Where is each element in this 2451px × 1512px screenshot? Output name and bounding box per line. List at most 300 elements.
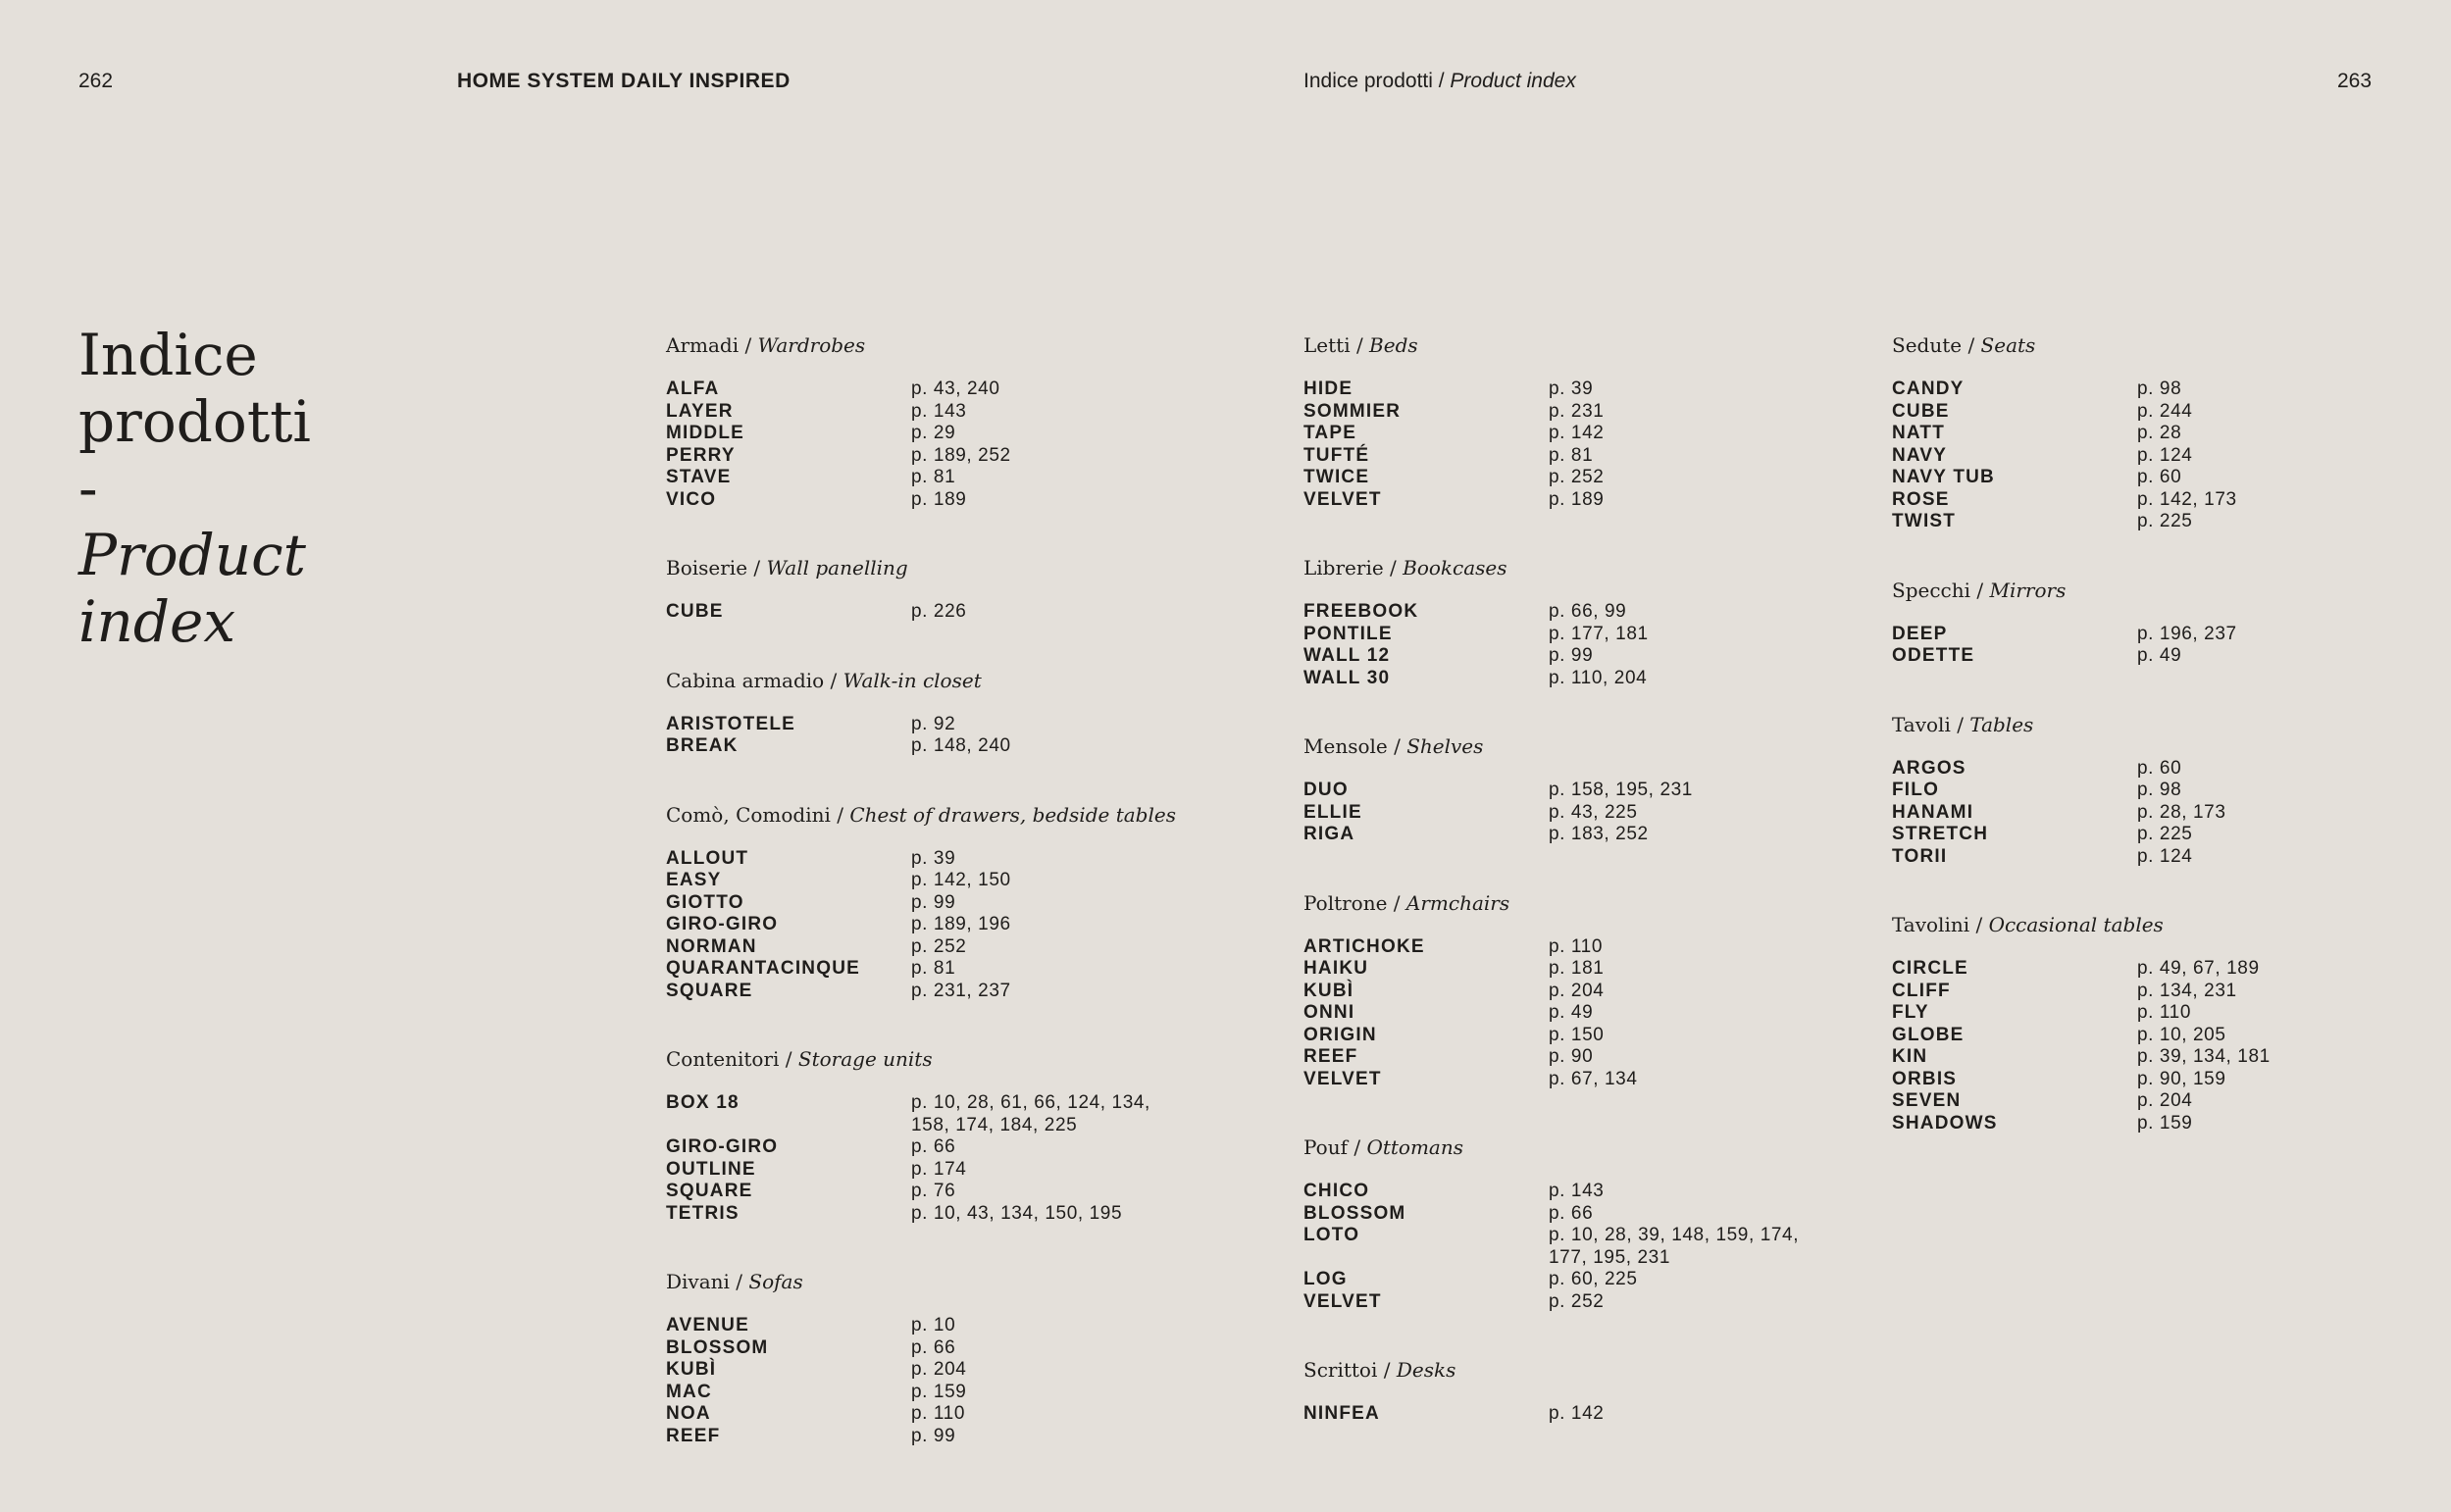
brand-running-head: HOME SYSTEM DAILY INSPIRED <box>457 70 791 92</box>
index-entry <box>1892 423 2392 445</box>
index-category <box>1303 333 1804 511</box>
page-references: p. 99 <box>1549 645 1594 666</box>
product-name: SQUARE <box>666 980 753 1001</box>
page-references: p. 143 <box>1549 1181 1605 1201</box>
product-name: FREEBOOK <box>1303 601 1419 622</box>
index-category <box>1303 1358 1804 1426</box>
page-references: p. 225 <box>2137 824 2193 844</box>
category-title <box>1892 913 2392 936</box>
index-entry <box>666 1315 1176 1337</box>
product-name: SEVEN <box>1892 1090 1962 1111</box>
page-references: p. 28, 173 <box>2137 801 2226 823</box>
index-category <box>1303 734 1804 846</box>
product-name: HIDE <box>1303 378 1353 399</box>
index-entry <box>666 489 1176 512</box>
index-entry <box>666 981 1176 1003</box>
product-name: RIGA <box>1303 824 1355 844</box>
category-title-en: Mirrors <box>1989 578 2067 602</box>
category-title-en: Desks <box>1396 1358 1456 1382</box>
category-title <box>1303 556 1804 580</box>
page-references: p. 252 <box>1549 1290 1605 1312</box>
category-title-en: Chest of drawers, bedside tables <box>849 802 1176 827</box>
index-column-3 <box>1892 333 2392 1180</box>
product-name: BOX 18 <box>666 1092 740 1113</box>
page-references: p. 39 <box>1549 378 1594 399</box>
product-name: NATT <box>1892 423 1946 443</box>
page-references: p. 181 <box>1549 958 1605 979</box>
page-references: p. 231, 237 <box>911 980 1011 1001</box>
index-entry <box>666 936 1176 959</box>
category-title-en: Shelves <box>1406 734 1484 758</box>
page-references: p. 225 <box>2137 511 2193 531</box>
product-name: MAC <box>666 1381 712 1402</box>
page-references: p. 110 <box>911 1403 966 1424</box>
product-name: WALL 30 <box>1303 667 1391 688</box>
page-references: p. 110 <box>2137 1002 2192 1023</box>
page-references: p. 231 <box>1549 400 1605 422</box>
product-name: CUBE <box>1892 400 1950 422</box>
page-references: p. 142, 150 <box>911 870 1011 890</box>
page-references: p. 189, 252 <box>911 444 1011 466</box>
page-references: p. 66 <box>911 1336 956 1358</box>
product-name: ORBIS <box>1892 1068 1958 1089</box>
product-name: ARGOS <box>1892 757 1966 779</box>
category-title-en: Bookcases <box>1403 556 1507 580</box>
product-name: NORMAN <box>666 935 757 957</box>
title-line-1: Indice <box>78 322 258 388</box>
page-references: p. 252 <box>1549 467 1605 487</box>
category-title <box>666 1270 1176 1293</box>
index-entry <box>1892 1113 2392 1135</box>
index-entry <box>1892 401 2392 424</box>
page-references: p. 92 <box>911 713 956 734</box>
product-name: PERRY <box>666 444 736 466</box>
index-entry <box>1892 624 2392 646</box>
page-references: p. 60 <box>2137 467 2182 487</box>
index-column-1 <box>666 333 1176 1492</box>
product-name: STRETCH <box>1892 824 1989 844</box>
category-title <box>1303 1135 1804 1159</box>
index-entry <box>1892 802 2392 825</box>
index-entry <box>666 401 1176 424</box>
category-title-it: Specchi / <box>1892 578 1990 602</box>
page-references: p. 189 <box>1549 488 1605 510</box>
page-references: p. 158, 195, 231 <box>1549 780 1693 800</box>
index-category <box>666 556 1176 624</box>
product-name: ALLOUT <box>666 847 749 869</box>
product-name: ARTICHOKE <box>1303 935 1425 957</box>
category-title-it: Cabina armadio / <box>666 668 843 692</box>
index-entry <box>1892 758 2392 781</box>
index-category <box>666 333 1176 511</box>
product-name: VELVET <box>1303 1068 1382 1089</box>
title-dash: - <box>78 455 98 522</box>
product-name: WALL 12 <box>1303 645 1391 666</box>
product-name: NAVY <box>1892 444 1948 466</box>
category-title-it: Poltrone / <box>1303 890 1406 915</box>
index-entry <box>1303 1181 1804 1203</box>
index-category <box>1303 891 1804 1091</box>
index-entry <box>1303 1269 1804 1291</box>
category-title-it: Comò, Comodini / <box>666 802 850 827</box>
index-entry <box>666 1136 1176 1159</box>
index-entry <box>1892 489 2392 512</box>
index-entry <box>1303 624 1804 646</box>
page-references: p. 99 <box>911 891 956 913</box>
product-name: PONTILE <box>1303 623 1393 644</box>
category-title-en: Ottomans <box>1366 1135 1463 1159</box>
page-references: p. 174 <box>911 1158 967 1180</box>
product-name: REEF <box>1303 1046 1358 1067</box>
product-name: LAYER <box>666 400 734 422</box>
index-entry <box>666 1181 1176 1203</box>
category-title-it: Librerie / <box>1303 556 1404 580</box>
product-name: ONNI <box>1303 1002 1355 1023</box>
index-entry <box>1892 1069 2392 1091</box>
page-references: p. 226 <box>911 601 967 622</box>
product-name: BREAK <box>666 735 739 756</box>
page-references: p. 189 <box>911 488 967 510</box>
index-category <box>1892 333 2392 533</box>
category-title <box>1892 333 2392 357</box>
product-name: TUFTÉ <box>1303 444 1370 466</box>
product-name: REEF <box>666 1425 721 1446</box>
index-entry <box>1303 423 1804 445</box>
product-name: KUBÌ <box>1303 980 1354 1001</box>
product-name: CUBE <box>666 601 724 622</box>
title-line-3: Product <box>78 522 306 588</box>
category-title-it: Mensole / <box>1303 734 1407 758</box>
product-name: FILO <box>1892 780 1940 800</box>
page-references: p. 90, 159 <box>2137 1068 2226 1089</box>
page-references: p. 110, 204 <box>1549 667 1648 688</box>
page-references: p. 76 <box>911 1181 956 1201</box>
index-entry <box>1892 780 2392 802</box>
page-references: p. 49, 67, 189 <box>2137 958 2260 979</box>
index-entry <box>1303 1403 1804 1426</box>
page-references: p. 29 <box>911 423 956 443</box>
product-name: ODETTE <box>1892 645 1975 666</box>
category-title-it: Letti / <box>1303 333 1370 357</box>
page-number-left: 262 <box>78 70 114 92</box>
product-name: VICO <box>666 488 717 510</box>
page-references: p. 204 <box>1549 980 1605 1001</box>
page-references: p. 10 <box>911 1315 956 1336</box>
index-entry <box>1303 645 1804 668</box>
index-entry <box>1303 1203 1804 1226</box>
index-entry <box>1303 601 1804 624</box>
page-references: p. 39 <box>911 847 956 869</box>
page-references: p. 28 <box>2137 423 2182 443</box>
index-category <box>1303 1135 1804 1313</box>
product-name: ELLIE <box>1303 801 1362 823</box>
page-references: p. 10, 43, 134, 150, 195 <box>911 1202 1123 1224</box>
category-title <box>1303 333 1804 357</box>
index-entry <box>666 423 1176 445</box>
index-entry <box>666 1092 1176 1136</box>
product-name: ARISTOTELE <box>666 713 795 734</box>
section-running-head-en: Product index <box>1450 70 1576 92</box>
product-name: TWIST <box>1892 511 1957 531</box>
page-references: p. 60 <box>2137 757 2182 779</box>
title-line-2: prodotti <box>78 388 311 455</box>
category-title-it: Tavolini / <box>1892 913 1989 936</box>
index-entry <box>1303 467 1804 489</box>
page-title <box>78 322 311 655</box>
category-title <box>666 669 1176 692</box>
category-title-en: Walk-in closet <box>843 668 982 692</box>
index-entry <box>1303 802 1804 825</box>
product-name: BLOSSOM <box>666 1336 769 1358</box>
product-name: TWICE <box>1303 467 1370 487</box>
product-name: GIRO-GIRO <box>666 914 779 934</box>
product-name: QUARANTACINQUE <box>666 958 860 979</box>
index-entry <box>1892 981 2392 1003</box>
category-title <box>1303 734 1804 758</box>
product-name: GLOBE <box>1892 1024 1965 1045</box>
index-entry <box>1303 1291 1804 1314</box>
page-references: p. 90 <box>1549 1046 1594 1067</box>
index-entry <box>1892 1002 2392 1025</box>
section-running-head-it: Indice prodotti / <box>1303 70 1451 92</box>
category-title-en: Occasional tables <box>1988 913 2164 936</box>
index-entry <box>1303 1046 1804 1069</box>
category-title-en: Tables <box>1969 712 2034 736</box>
index-entry <box>1303 981 1804 1003</box>
category-title-en: Armchairs <box>1405 890 1510 915</box>
page-references: p. 142, 173 <box>2137 488 2237 510</box>
category-title <box>1892 579 2392 602</box>
page-references: p. 98 <box>2137 780 2182 800</box>
product-name: GIOTTO <box>666 891 744 913</box>
page-references: p. 150 <box>1549 1024 1605 1045</box>
index-category <box>1892 579 2392 668</box>
page-references: p. 244 <box>2137 400 2193 422</box>
index-entry <box>1303 668 1804 690</box>
category-title-it: Pouf / <box>1303 1135 1367 1159</box>
category-title <box>1892 713 2392 736</box>
index-entry <box>666 848 1176 871</box>
index-entry <box>666 914 1176 936</box>
index-entry <box>1892 511 2392 533</box>
page-references: p. 49 <box>2137 645 2182 666</box>
category-title <box>666 333 1176 357</box>
category-title-it: Divani / <box>666 1270 749 1293</box>
page-references: p. 66 <box>911 1136 956 1157</box>
index-entry <box>1892 445 2392 468</box>
index-entry <box>666 892 1176 915</box>
product-name: OUTLINE <box>666 1158 756 1180</box>
index-entry <box>1303 1069 1804 1091</box>
product-name: CLIFF <box>1892 980 1951 1001</box>
page-references: p. 148, 240 <box>911 735 1011 756</box>
page-references: p. 43, 225 <box>1549 801 1638 823</box>
page-references: p. 159 <box>2137 1112 2193 1134</box>
product-name: CHICO <box>1303 1181 1370 1201</box>
page-references: p. 81 <box>1549 444 1594 466</box>
product-name: STAVE <box>666 467 732 487</box>
page-references: p. 10, 28, 39, 148, 159, 174, 177, 195, 231 <box>1549 1225 1800 1268</box>
page-references: p. 10, 205 <box>2137 1024 2226 1045</box>
category-title-it: Armadi / <box>666 333 758 357</box>
product-name: AVENUE <box>666 1315 749 1336</box>
category-title-en: Sofas <box>748 1270 803 1293</box>
page-references: p. 39, 134, 181 <box>2137 1046 2271 1067</box>
page-references: p. 81 <box>911 958 956 979</box>
index-entry <box>1892 958 2392 981</box>
product-name: TORII <box>1892 845 1948 867</box>
category-title-it: Contenitori / <box>666 1047 798 1071</box>
index-entry <box>1892 1046 2392 1069</box>
product-name: KIN <box>1892 1046 1928 1067</box>
index-category <box>666 1270 1176 1447</box>
page-references: p. 143 <box>911 400 967 422</box>
page-references: p. 110 <box>1549 935 1604 957</box>
index-entry <box>666 445 1176 468</box>
product-name: TETRIS <box>666 1202 740 1224</box>
product-name: ORIGIN <box>1303 1024 1377 1045</box>
category-title-en: Wardrobes <box>757 333 866 357</box>
index-entry <box>666 1337 1176 1360</box>
page-references: p. 183, 252 <box>1549 824 1649 844</box>
index-entry <box>666 870 1176 892</box>
product-name: GIRO-GIRO <box>666 1136 779 1157</box>
product-name: MIDDLE <box>666 423 745 443</box>
index-entry <box>666 1403 1176 1426</box>
index-entry <box>666 714 1176 736</box>
index-entry <box>1892 1090 2392 1113</box>
index-entry <box>666 1159 1176 1182</box>
index-entry <box>666 601 1176 624</box>
category-title-en: Seats <box>1980 333 2036 357</box>
index-category <box>1892 713 2392 869</box>
index-column-2 <box>1303 333 1804 1471</box>
index-entry <box>1892 645 2392 668</box>
product-name: LOTO <box>1303 1225 1360 1245</box>
page-references: p. 124 <box>2137 444 2193 466</box>
index-entry <box>1303 958 1804 981</box>
index-entry <box>666 1359 1176 1382</box>
page-references: p. 99 <box>911 1425 956 1446</box>
category-title <box>666 556 1176 580</box>
category-title-it: Scrittoi / <box>1303 1358 1397 1382</box>
index-entry <box>666 958 1176 981</box>
product-name: ROSE <box>1892 488 1950 510</box>
index-entry <box>666 467 1176 489</box>
index-entry <box>666 1203 1176 1226</box>
page-references: p. 196, 237 <box>2137 623 2237 644</box>
index-entry <box>1303 378 1804 401</box>
index-category <box>1892 913 2392 1134</box>
index-entry <box>1892 824 2392 846</box>
index-entry <box>1892 846 2392 869</box>
page-references: p. 49 <box>1549 1002 1594 1023</box>
page-references: p. 124 <box>2137 845 2193 867</box>
index-category <box>666 803 1176 1003</box>
category-title-en: Wall panelling <box>766 556 908 580</box>
page-references: p. 189, 196 <box>911 914 1011 934</box>
product-name: SHADOWS <box>1892 1112 1998 1134</box>
product-name: KUBÌ <box>666 1359 717 1380</box>
product-name: VELVET <box>1303 488 1382 510</box>
index-entry <box>1303 1025 1804 1047</box>
category-title-it: Tavoli / <box>1892 712 1970 736</box>
category-title <box>1303 891 1804 915</box>
page-references: p. 10, 28, 61, 66, 124, 134, 158, 174, 184, 225 <box>911 1092 1150 1135</box>
product-name: DEEP <box>1892 623 1948 644</box>
product-name: HAIKU <box>1303 958 1369 979</box>
page-references: p. 66, 99 <box>1549 601 1627 622</box>
product-name: SQUARE <box>666 1181 753 1201</box>
category-title <box>666 1047 1176 1071</box>
category-title-en: Storage units <box>797 1047 933 1071</box>
product-name: DUO <box>1303 780 1349 800</box>
product-name: ALFA <box>666 378 720 399</box>
index-entry <box>1892 1025 2392 1047</box>
product-name: SOMMIER <box>1303 400 1402 422</box>
category-title <box>666 803 1176 827</box>
index-entry <box>1892 467 2392 489</box>
category-title-it: Sedute / <box>1892 333 1981 357</box>
category-title <box>1303 1358 1804 1382</box>
product-name: NAVY TUB <box>1892 467 1995 487</box>
product-name: HANAMI <box>1892 801 1974 823</box>
index-entry <box>1303 489 1804 512</box>
index-entry <box>1303 1225 1804 1269</box>
product-name: NINFEA <box>1303 1403 1380 1424</box>
section-running-head <box>1303 69 1576 94</box>
title-line-4: index <box>78 588 236 655</box>
index-entry <box>666 735 1176 758</box>
page-references: p. 67, 134 <box>1549 1068 1638 1089</box>
index-entry <box>1303 824 1804 846</box>
product-name: BLOSSOM <box>1303 1202 1406 1224</box>
product-name: LOG <box>1303 1269 1348 1289</box>
page-references: p. 252 <box>911 935 967 957</box>
index-entry <box>1303 445 1804 468</box>
index-entry <box>1303 401 1804 424</box>
product-name: VELVET <box>1303 1290 1382 1312</box>
page-references: p. 204 <box>2137 1090 2193 1111</box>
index-entry <box>666 1426 1176 1448</box>
index-category <box>666 669 1176 758</box>
index-category <box>666 1047 1176 1225</box>
page-references: p. 134, 231 <box>2137 980 2237 1001</box>
product-name: NOA <box>666 1403 711 1424</box>
index-category <box>1303 556 1804 689</box>
page-references: p. 60, 225 <box>1549 1269 1638 1289</box>
product-name: CANDY <box>1892 378 1965 399</box>
category-title-en: Beds <box>1369 333 1418 357</box>
page-references: p. 204 <box>911 1359 967 1380</box>
index-entry <box>1303 1002 1804 1025</box>
product-name: FLY <box>1892 1002 1929 1023</box>
index-entry <box>1892 378 2392 401</box>
page-references: p. 142 <box>1549 1403 1605 1424</box>
page-references: p. 43, 240 <box>911 378 1000 399</box>
page-references: p. 159 <box>911 1381 967 1402</box>
product-name: EASY <box>666 870 722 890</box>
page-references: p. 98 <box>2137 378 2182 399</box>
page-references: p. 81 <box>911 467 956 487</box>
index-entry <box>666 1382 1176 1404</box>
page-number-right: 263 <box>2337 70 2373 92</box>
product-name: TAPE <box>1303 423 1357 443</box>
index-entry <box>1303 936 1804 959</box>
category-title-it: Boiserie / <box>666 556 767 580</box>
page-references: p. 66 <box>1549 1202 1594 1224</box>
page-references: p. 142 <box>1549 423 1605 443</box>
